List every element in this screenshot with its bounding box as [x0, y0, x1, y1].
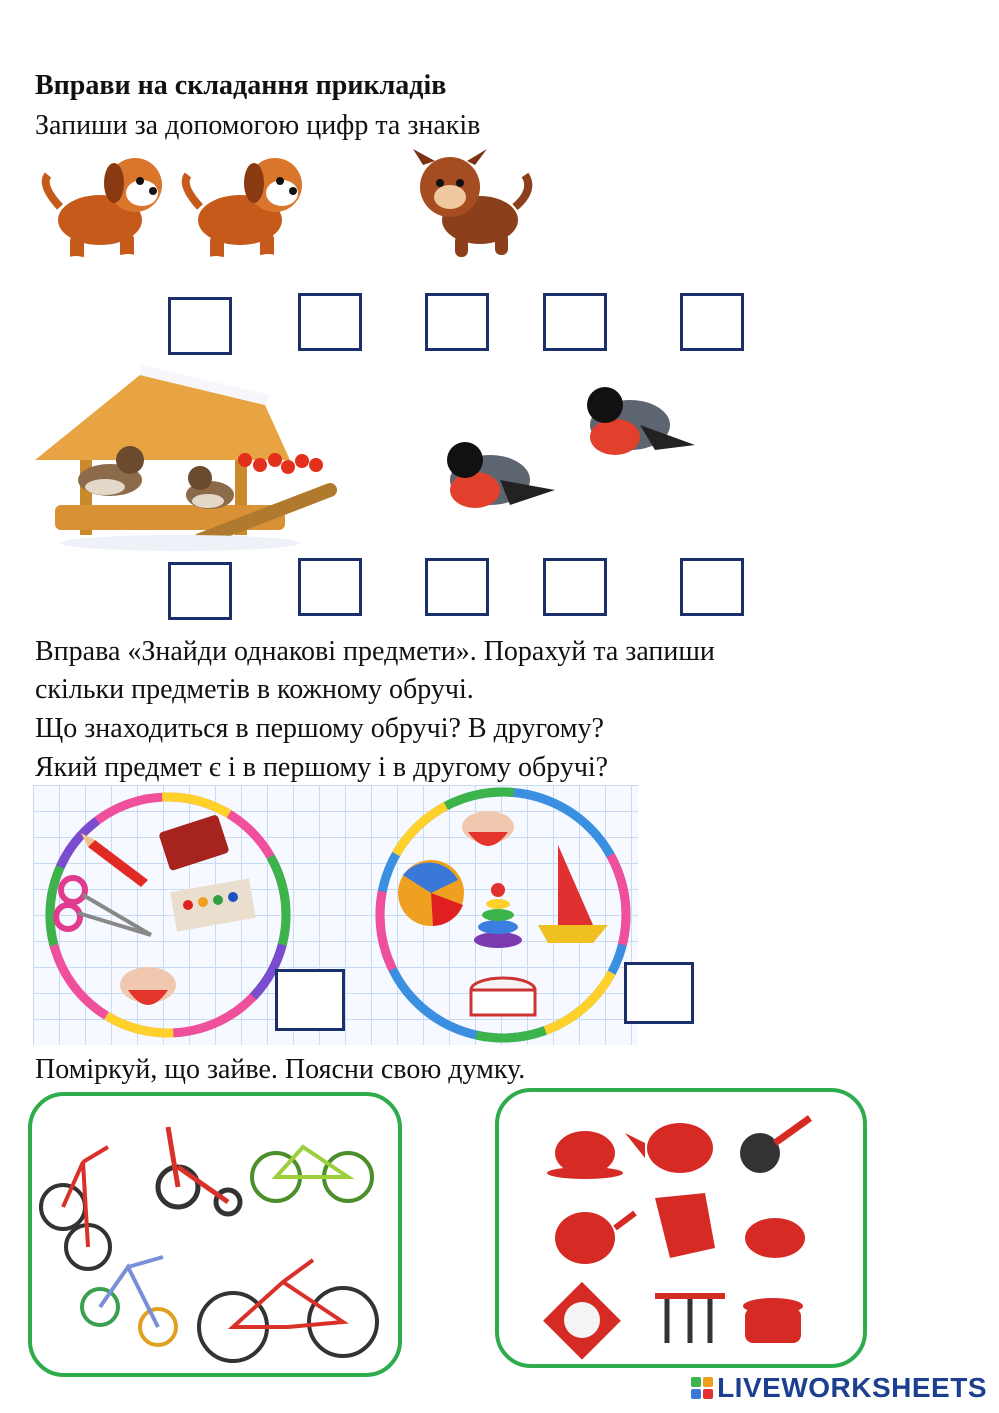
ball-icon: [398, 860, 464, 926]
answer-box[interactable]: [543, 558, 607, 616]
tricycle-icon: [158, 1127, 240, 1214]
pencil-icon: [81, 833, 148, 887]
answer-box[interactable]: [624, 962, 694, 1024]
answer-box[interactable]: [168, 297, 232, 355]
answer-box[interactable]: [168, 562, 232, 620]
book-icon: [158, 814, 229, 871]
kitchenware-illustration: [495, 1088, 867, 1368]
exercise2-line4: Який предмет є і в першому і в другому обручі?: [35, 752, 609, 783]
kettle-icon: [555, 1212, 635, 1264]
sparrow-icon: [186, 466, 234, 509]
bird-feeder-icon: [35, 365, 330, 551]
answer-box[interactable]: [425, 558, 489, 616]
liveworksheets-logo-text: LIVEWORKSHEETS: [717, 1372, 987, 1403]
oven-mitt-icon: [655, 1193, 715, 1258]
answer-box[interactable]: [275, 969, 345, 1031]
pyramid-toy-icon: [474, 883, 522, 948]
hoop-1: [50, 797, 286, 1033]
dog-icon: [46, 158, 162, 268]
mountain-bike-icon: [199, 1260, 377, 1361]
dog-icon: [413, 149, 528, 257]
answer-box[interactable]: [298, 558, 362, 616]
plate-setting-icon: [543, 1282, 621, 1360]
instruction-write-digits: Запиши за допомогою цифр та знаків: [35, 110, 481, 141]
utensils-icon: [655, 1293, 725, 1343]
birds-illustration: [30, 365, 710, 560]
scissors-icon: [56, 878, 151, 935]
answer-box[interactable]: [543, 293, 607, 351]
exercise2-line1: Вправа «Знайди однакові предмети». Порахуй та запиши: [35, 636, 715, 667]
frying-pan-icon: [740, 1118, 810, 1173]
liveworksheets-logo-icon: [691, 1377, 713, 1399]
sailboat-icon: [538, 845, 608, 943]
drum-icon: [471, 978, 535, 1015]
answer-box[interactable]: [680, 558, 744, 616]
answer-box[interactable]: [298, 293, 362, 351]
exercise2-line2: скільки предметів в кожному обручі.: [35, 674, 474, 705]
rowan-berries-icon: [238, 453, 323, 474]
bicycles-illustration: [28, 1092, 402, 1377]
teapot-icon: [625, 1123, 713, 1173]
bowl-icon: [745, 1218, 805, 1258]
liveworksheets-logo: [691, 1372, 987, 1404]
bicycle-icon: [252, 1147, 372, 1201]
dog-icon: [186, 158, 302, 268]
exercise2-line3: Що знаходиться в першому обручі? В другому?: [35, 713, 604, 744]
cup-icon: [547, 1131, 623, 1179]
dogs-illustration: [30, 145, 550, 270]
spinning-top-icon: [462, 811, 514, 846]
bullfinch-icon: [587, 387, 695, 455]
exercise3-instruction: Поміркуй, що зайве. Поясни свою думку.: [35, 1054, 526, 1085]
saucepan-icon: [743, 1298, 803, 1343]
answer-box[interactable]: [425, 293, 489, 351]
scooter-icon: [82, 1257, 176, 1345]
worksheet-title: Вправи на складання прикладів: [35, 70, 447, 101]
answer-box[interactable]: [680, 293, 744, 351]
spinning-top-icon: [120, 967, 176, 1005]
paint-box-icon: [170, 878, 256, 931]
hoop-2: [380, 792, 626, 1038]
bullfinch-icon: [447, 442, 555, 508]
bicycle-icon: [41, 1147, 110, 1269]
